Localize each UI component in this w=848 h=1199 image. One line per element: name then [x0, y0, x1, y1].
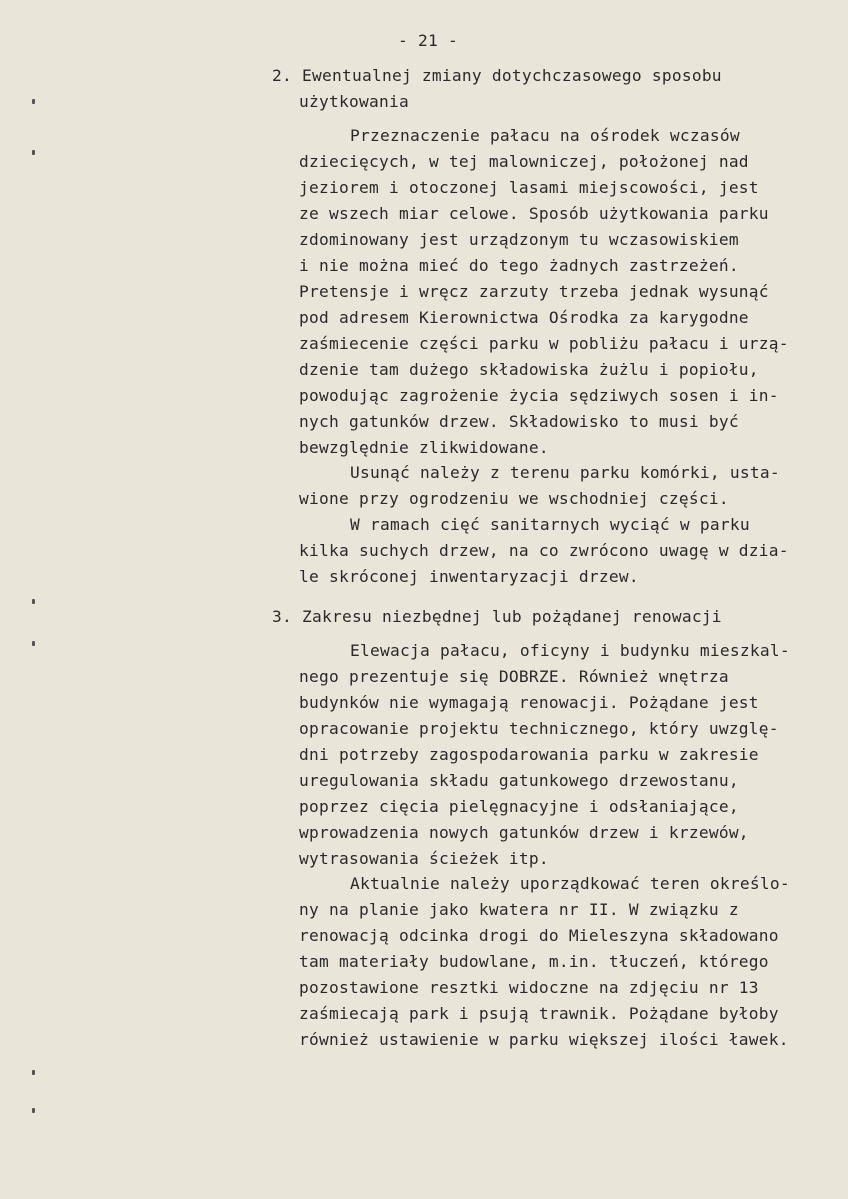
- margin-mark: [32, 1108, 35, 1113]
- section-2-heading-line-2: użytkowania: [299, 92, 409, 111]
- section-3-line: wytrasowania ścieżek itp.: [299, 849, 549, 868]
- section-2-line: dzenie tam dużego składowiska żużlu i popiołu,: [299, 360, 759, 379]
- section-2-line: bewzględnie zlikwidowane.: [299, 438, 549, 457]
- section-3-heading: 3. Zakresu niezbędnej lub pożądanej renowacji: [272, 607, 722, 626]
- margin-mark: [32, 599, 35, 604]
- section-2-line: kilka suchych drzew, na co zwrócono uwagę w dzia-: [299, 541, 789, 560]
- section-2-line: Pretensje i wręcz zarzuty trzeba jednak wysunąć: [299, 282, 769, 301]
- section-3-line: poprzez cięcia pielęgnacyjne i odsłaniające,: [299, 797, 739, 816]
- section-3-line: Elewacja pałacu, oficyny i budynku mieszkal-: [350, 641, 790, 660]
- section-2-line: jeziorem i otoczonej lasami miejscowości, jest: [299, 178, 759, 197]
- section-3-line: wprowadzenia nowych gatunków drzew i krzewów,: [299, 823, 749, 842]
- section-3-line: zaśmiecają park i psują trawnik. Pożądane byłoby: [299, 1004, 779, 1023]
- margin-mark: [32, 641, 35, 646]
- section-2-line: zaśmiecenie części parku w pobliżu pałacu i urzą-: [299, 334, 789, 353]
- section-3-line: tam materiały budowlane, m.in. tłuczeń, którego: [299, 952, 769, 971]
- section-2-line: W ramach cięć sanitarnych wyciąć w parku: [350, 515, 750, 534]
- section-2-line: wione przy ogrodzeniu we wschodniej części.: [299, 489, 729, 508]
- section-3-line: uregulowania składu gatunkowego drzewostanu,: [299, 771, 739, 790]
- section-3-line: nego prezentuje się DOBRZE. Również wnętrza: [299, 667, 729, 686]
- section-3-line: Aktualnie należy uporządkować teren określo-: [350, 874, 790, 893]
- section-2-heading-line-1: 2. Ewentualnej zmiany dotychczasowego sposobu: [272, 66, 722, 85]
- section-2-line: dziecięcych, w tej malowniczej, położonej nad: [299, 152, 749, 171]
- section-3-line: dni potrzeby zagospodarowania parku w zakresie: [299, 745, 759, 764]
- section-2-line: Przeznaczenie pałacu na ośrodek wczasów: [350, 126, 740, 145]
- section-2-line: pod adresem Kierownictwa Ośrodka za karygodne: [299, 308, 749, 327]
- section-2-line: le skróconej inwentaryzacji drzew.: [299, 567, 639, 586]
- section-3-line: pozostawione resztki widoczne na zdjęciu nr 13: [299, 978, 759, 997]
- margin-mark: [32, 150, 35, 155]
- page-number: - 21 -: [398, 31, 458, 50]
- section-3-line: ny na planie jako kwatera nr II. W związku z: [299, 900, 739, 919]
- section-2-line: ze wszech miar celowe. Sposób użytkowania parku: [299, 204, 769, 223]
- section-2-line: powodując zagrożenie życia sędziwych sosen i in-: [299, 386, 779, 405]
- section-3-line: również ustawienie w parku większej ilości ławek.: [299, 1030, 789, 1049]
- section-2-line: i nie można mieć do tego żadnych zastrzeżeń.: [299, 256, 739, 275]
- section-2-line: nych gatunków drzew. Składowisko to musi być: [299, 412, 739, 431]
- margin-mark: [32, 1070, 35, 1075]
- margin-mark: [32, 99, 35, 104]
- section-3-line: budynków nie wymagają renowacji. Pożądane jest: [299, 693, 759, 712]
- section-3-line: renowacją odcinka drogi do Mieleszyna składowano: [299, 926, 779, 945]
- section-2-line: zdominowany jest urządzonym tu wczasowiskiem: [299, 230, 739, 249]
- section-2-line: Usunąć należy z terenu parku komórki, usta-: [350, 463, 780, 482]
- section-3-line: opracowanie projektu technicznego, który uwzglę-: [299, 719, 779, 738]
